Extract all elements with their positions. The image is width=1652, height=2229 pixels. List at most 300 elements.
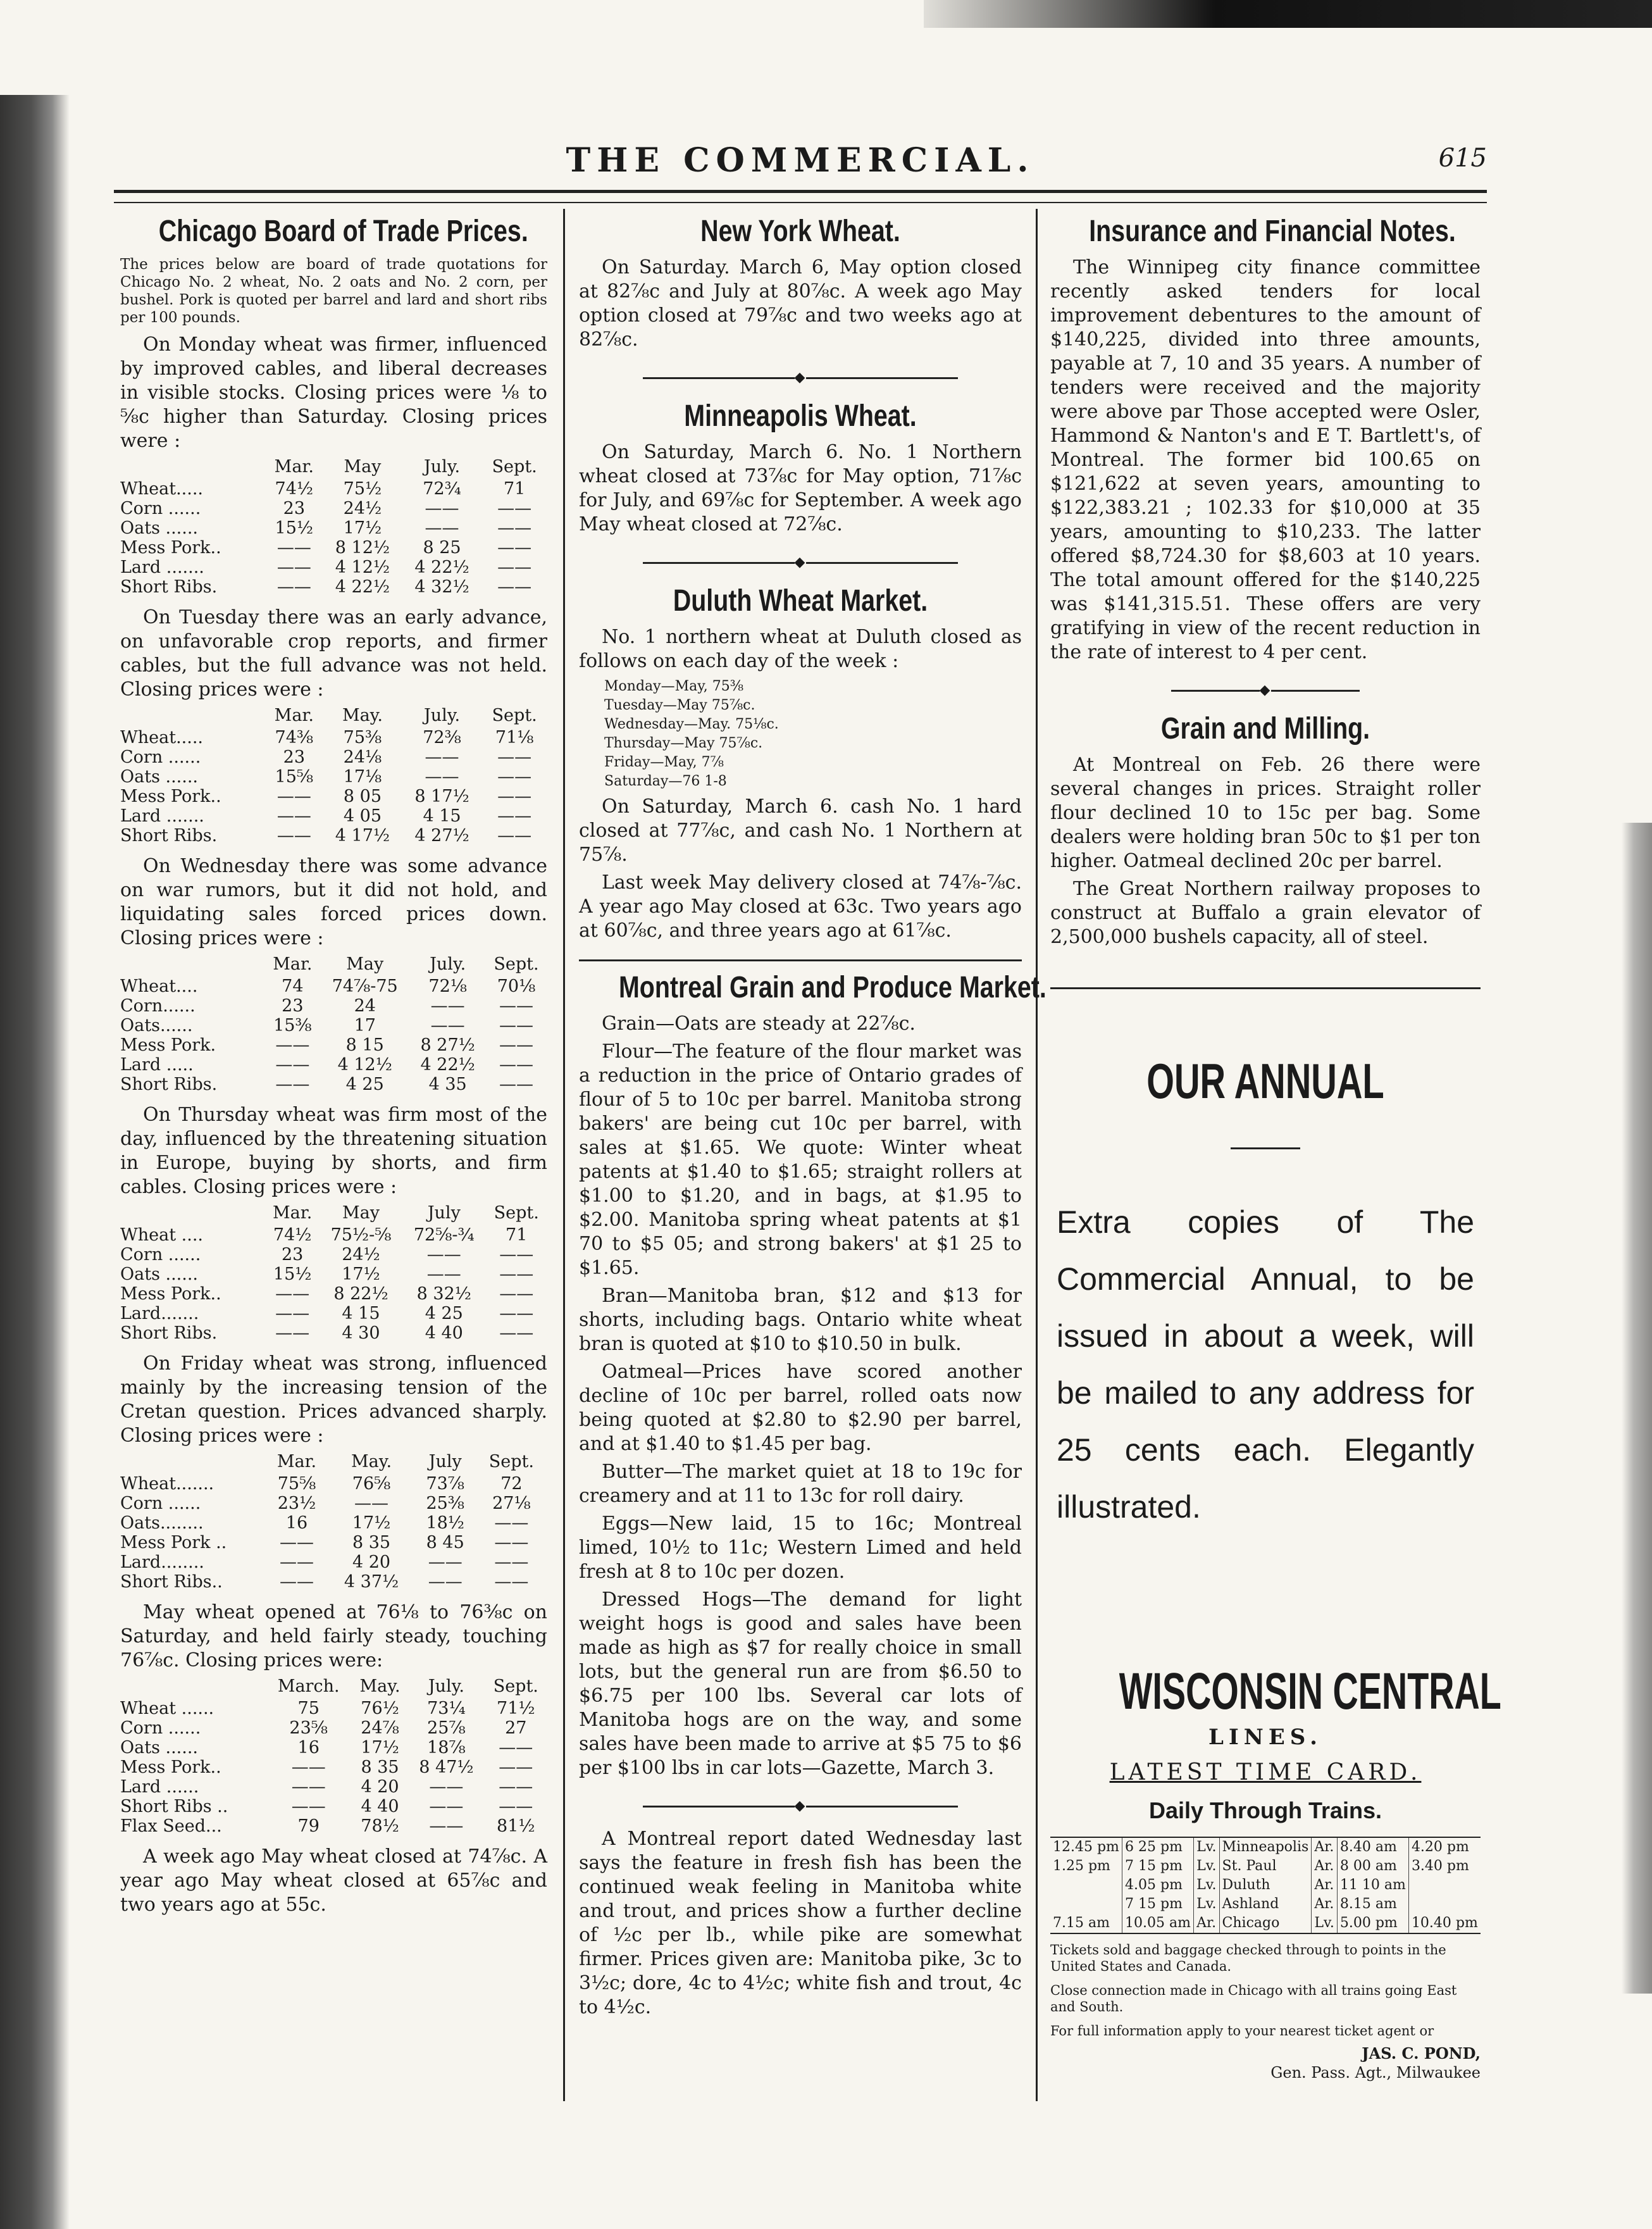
price-value: 4 12½ [335, 558, 390, 577]
price-row [120, 577, 547, 597]
price-row [120, 1816, 547, 1836]
price-row [120, 518, 547, 538]
price-value: —— [499, 1758, 533, 1777]
timetable-cell: 5.00 pm [1337, 1914, 1408, 1933]
duluth-last-week-text: Last week May delivery closed at 74⅞-⅞c. A year ago May closed at 63c. Two years ago at 60⅞c, and three years ago at 61⅞c. [579, 871, 1022, 942]
price-value: 4 22½ [420, 1055, 475, 1075]
price-value: —— [499, 1777, 533, 1797]
price-value: —— [275, 1304, 310, 1323]
price-value: 27⅛ [492, 1494, 531, 1513]
price-value: 73⅞ [426, 1474, 464, 1494]
timetable-cell: 8.15 am [1337, 1895, 1408, 1914]
wisconsin-note-connection: Close connection made in Chicago with all trains going East and South. [1050, 1983, 1457, 2014]
section-separator [579, 959, 1022, 961]
commodity-label: Corn ...... [120, 747, 201, 767]
price-value: 8 35 [352, 1533, 391, 1552]
wisconsin-latest-time-card: LATEST TIME CARD. [1109, 1759, 1422, 1785]
price-value: —— [499, 1284, 534, 1304]
duluth-daily-list [579, 677, 1022, 791]
price-value: 16 [285, 1513, 308, 1533]
price-value: 23½ [277, 1494, 316, 1513]
price-value: —— [497, 826, 532, 846]
commodity-label: Wheat..... [120, 479, 203, 499]
price-row [120, 1075, 547, 1094]
price-value: —— [499, 1016, 533, 1035]
price-value: —— [276, 826, 311, 846]
price-row [120, 1494, 547, 1513]
price-table-monday: Mar. May July. Sept. Wheat..... 74½ 75½ 72¾ 71 Corn ...... 23 24½ —— —— Oats ...... 15½ 17½ —— —— Mess Pork.. —— 8 12½ 8 25 —— Lard ....... —— 4 12½ 4 22½ —— Short Ribs. —— 4 22½ 4 32½ —— [120, 457, 547, 597]
price-value: 74⅜ [275, 728, 314, 747]
price-value: —— [279, 1552, 314, 1572]
price-value: —— [291, 1777, 326, 1797]
price-value: —— [276, 806, 311, 826]
new-york-text: On Saturday. March 6, May option closed at 82⅞c and July at 80⅞c. A week ago May option closed at 79⅞c and two weeks ago at 82⅞c. [579, 256, 1022, 351]
commodity-label: Short Ribs. [120, 577, 218, 597]
commodity-label: Mess Pork. [120, 1035, 216, 1055]
timetable-row [1050, 1914, 1481, 1933]
price-value: —— [428, 1572, 463, 1592]
price-row [120, 1552, 547, 1572]
price-value: 24⅛ [343, 747, 382, 767]
price-value: —— [354, 1494, 389, 1513]
annual-ad-rule [1231, 1147, 1300, 1149]
price-value: 17 [354, 1016, 376, 1035]
price-value: —— [275, 1075, 310, 1094]
price-row [120, 1758, 547, 1777]
price-value: 4 20 [352, 1552, 391, 1572]
wisconsin-note-tickets: Tickets sold and baggage checked through to points in the United States and Canada. [1050, 1942, 1446, 1974]
page-number: 615 [1438, 144, 1487, 173]
timetable-cell: 6 25 pm [1122, 1837, 1194, 1857]
price-value: —— [499, 1738, 533, 1758]
grain-milling-p2: The Great Northern railway proposes to construct at Buffalo a grain elevator of 2,500,000 bushels capacity, all of steel. [1050, 878, 1481, 948]
section-separator: ◆ [579, 1794, 1022, 1818]
timetable-cell: Ar. [1312, 1857, 1337, 1876]
montreal-oatmeal: Oatmeal—Prices have scored another decline of 10c per barrel, rolled oats now being quoted at $2.80 to $2.90 per barrel, and at $1.40 to $1.45 per bag. [579, 1361, 1022, 1455]
price-row [120, 1035, 547, 1055]
price-row [120, 787, 547, 806]
commodity-label: Short Ribs. [120, 1075, 218, 1094]
price-value: 74½ [273, 1225, 312, 1245]
price-row [120, 747, 547, 767]
scan-right-edge [1622, 823, 1652, 1994]
price-value: 4 22½ [335, 577, 390, 597]
price-row [120, 1225, 547, 1245]
price-value: —— [494, 1513, 529, 1533]
price-value: —— [291, 1758, 326, 1777]
price-value: —— [499, 1035, 533, 1055]
price-value: 4 17½ [335, 826, 390, 846]
price-value: —— [279, 1572, 314, 1592]
section-separator: ◆ [1050, 678, 1481, 702]
commodity-label: Lard ..... [120, 1055, 194, 1075]
timetable-cell: 8 00 am [1337, 1857, 1408, 1876]
price-value: —— [494, 1552, 529, 1572]
price-row [120, 728, 547, 747]
minneapolis-heading: Minneapolis Wheat. [684, 399, 917, 433]
wednesday-text: On Wednesday there was some advance on war rumors, but it did not hold, and liquidating sales forced prices down. Closing prices were : [120, 855, 547, 949]
grain-milling-p1: At Montreal on Feb. 26 there were several changes in prices. Straight roller flour declined 10 to 15c per bag. Some dealers were holding bran 50c to $1 per ton higher. Oatmeal declined 20c per barrel. [1050, 754, 1481, 872]
wisconsin-lines: LINES. [1208, 1725, 1322, 1750]
timetable-cell: 10.05 am [1122, 1914, 1194, 1933]
montreal-fish: A Montreal report dated Wednesday last says the feature in fresh fish has been the continued weak feeling in Manitoba white and trout, and prices show a further decline of ½c per lb., while pike are somewhat firmer. Prices given are: Manitoba pike, 3c to 3½c; dore, 4c to 4½c; white fish and trout, 4c to 4½c. [579, 1828, 1022, 2018]
price-value: 75⅝ [277, 1474, 316, 1494]
new-york-heading: New York Wheat. [700, 215, 900, 248]
timetable-cell: 10.40 pm [1408, 1914, 1481, 1933]
price-value: 18⅞ [427, 1738, 466, 1758]
montreal-flour: Flour—The feature of the flour market was a reduction in the price of Ontario grades of flour of 5 to 10c per barrel. Manitoba strong bakers' are being cut 10c per barrel, with sales at $1.65. We quote: Winter wheat patents at $1.40 to $1.65; straight rollers at $1.00 to $1.20, and in bags, at $1.95 to $2.00. Manitoba spring wheat patents at $1 70 to $5 05; and strong bakers' at $1 25 to $1.65. [579, 1040, 1022, 1279]
section-separator: ◆ [579, 366, 1022, 390]
montreal-grain: Grain—Oats are steady at 22⅞c. [602, 1013, 916, 1035]
price-row [120, 538, 547, 558]
price-value: 15⅝ [275, 767, 314, 787]
commodity-label: Oats...... [120, 1016, 193, 1035]
commodity-label: Lard ...... [120, 1777, 199, 1797]
price-row [120, 1264, 547, 1284]
price-value: 24⅞ [361, 1718, 399, 1738]
timetable-cell: 8.40 am [1337, 1837, 1408, 1857]
price-value: —— [291, 1797, 326, 1816]
montreal-heading: Montreal Grain and Produce Market. [619, 971, 1046, 1004]
price-value: 4 40 [361, 1797, 399, 1816]
commodity-label: Corn...... [120, 996, 196, 1016]
price-row [120, 1016, 547, 1035]
price-value: 8 27½ [420, 1035, 475, 1055]
insurance-heading: Insurance and Financial Notes. [1089, 215, 1456, 248]
price-value: 75⅜ [343, 728, 382, 747]
commodity-label: Lard....... [120, 1304, 199, 1323]
commodity-label: Short Ribs. [120, 1323, 218, 1343]
price-value: 71⅛ [495, 728, 534, 747]
timetable-cell: 7.15 am [1053, 1915, 1110, 1931]
duluth-day: Friday—May, 7⅞ [604, 754, 724, 770]
timetable-cell: 3.40 pm [1408, 1857, 1481, 1876]
commodity-label: Mess Pork.. [120, 1284, 221, 1304]
timetable-cell: St. Paul [1219, 1857, 1312, 1876]
price-table-saturday: March. May. July. Sept. Wheat ...... 75 76½ 73¼ 71½ Corn ...... 23⅝ 24⅞ 25⅞ 27 Oats ...... 16 17½ 18⅞ —— Mess Pork.. —— 8 35 8 47½ —— Lard ...... —— 4 20 —— —— Short Ribs .. —— 4 40 —— —— Flax Seed... 79 78½ —— 81½ [120, 1676, 547, 1836]
price-value: —— [275, 1055, 310, 1075]
commodity-label: Corn ...... [120, 1245, 201, 1264]
price-row [120, 1513, 547, 1533]
price-value: —— [497, 518, 532, 538]
price-row [120, 1284, 547, 1304]
column-markets [579, 209, 1046, 2023]
commodity-label: Mess Pork.. [120, 1758, 221, 1777]
price-value: 15½ [273, 1264, 312, 1284]
price-value: 4 30 [342, 1323, 380, 1343]
wisconsin-timetable [1050, 1837, 1481, 1934]
price-value: 4 32½ [414, 577, 469, 597]
price-value: —— [497, 787, 532, 806]
minneapolis-text: On Saturday, March 6. No. 1 Northern wheat closed at 73⅞c for May option, 71⅞c for July, and 69⅞c for September. A week ago May wheat closed at 72⅞c. [579, 441, 1022, 535]
price-value: —— [429, 1797, 464, 1816]
insurance-text: The Winnipeg city finance committee recently asked tenders for local improvement debentures to the amount of $140,225, divided into three amounts, payable at 7, 10 and 35 years. A number of tenders were received and the majority were above par Those accepted were Osler, Hammond & Nanton's and E T. Bartlett's, of Montreal. The former bid 100.65 on $121,622 at seven years, amounting to $122,383.21 ; 102.33 for $10,000 at 35 years, amounting to $10,233. The latter offered $8,724.30 for $8,603 at 10 years. The total amount offered for the $140,225 was $141,315.51. These offers are very gratifying in view of the recent reduction in the rate of interest to 4 per cent. [1050, 256, 1481, 663]
commodity-label: Corn ...... [120, 499, 201, 518]
price-value: 24½ [342, 1245, 380, 1264]
duluth-day: Thursday—May 75⅞c. [604, 735, 763, 751]
wisconsin-note-info: For full information apply to your nearest ticket agent or [1050, 2023, 1434, 2039]
column-notes [1050, 209, 1501, 2082]
price-value: —— [429, 1816, 464, 1836]
price-value: 8 05 [343, 787, 382, 806]
annual-ad-body: Extra copies of The Commercial Annual, to be issued in about a week, will be mailed to any address for 25 cents each. Elegantly illustrated. [1057, 1204, 1474, 1525]
price-value: 81½ [497, 1816, 535, 1836]
commodity-label: Wheat.... [120, 977, 198, 996]
wisconsin-central-title: WISCONSIN CENTRAL [1119, 1663, 1501, 1720]
price-value: —— [497, 747, 532, 767]
commodity-label: Wheat....... [120, 1474, 214, 1494]
timetable-cell: Ar. [1194, 1914, 1219, 1933]
price-value: 4 27½ [414, 826, 469, 846]
commodity-label: Corn ...... [120, 1494, 201, 1513]
chicago-note: The prices below are board of trade quotations for Chicago No. 2 wheat, No. 2 oats and No. 2 corn, per bushel. Pork is quoted per barrel and lard and short ribs per 100 pounds. [120, 256, 547, 326]
commodity-label: Oats........ [120, 1513, 204, 1533]
price-value: 4 40 [425, 1323, 463, 1343]
grain-milling-heading: Grain and Milling. [1160, 712, 1370, 746]
price-value: 76½ [361, 1699, 399, 1718]
price-value: —— [429, 1777, 464, 1797]
price-value: 15½ [275, 518, 314, 538]
price-value: —— [279, 1533, 314, 1552]
price-value: 4 12½ [337, 1055, 392, 1075]
price-value: 16 [297, 1738, 320, 1758]
price-value: 70⅛ [497, 977, 536, 996]
montreal-butter: Butter—The market quiet at 18 to 19c for creamery and at 11 to 13c for roll dairy. [579, 1461, 1022, 1507]
price-value: —— [426, 1264, 461, 1284]
price-value: 27 [505, 1718, 527, 1738]
timetable-cell: 12.45 pm [1053, 1839, 1119, 1855]
price-value: 72⅝-¾ [413, 1225, 475, 1245]
commodity-label: Mess Pork.. [120, 538, 221, 558]
price-value: 4 37½ [344, 1572, 399, 1592]
price-row [120, 479, 547, 499]
annual-ad-title: OUR ANNUAL [1146, 1053, 1384, 1109]
commodity-label: Oats ...... [120, 1738, 199, 1758]
tuesday-text: On Tuesday there was an early advance, on unfavorable crop reports, and firmer cables, but the full advance was not held. Closing prices were : [120, 606, 547, 701]
price-value: 18½ [426, 1513, 464, 1533]
commodity-label: Mess Pork .. [120, 1533, 227, 1552]
commodity-label: Lard........ [120, 1552, 204, 1572]
price-value: 75½-⅝ [330, 1225, 392, 1245]
thursday-text: On Thursday wheat was firm most of the day, influenced by the threatening situation in Europe, buying by shorts, and firm cables. Closing prices were : [120, 1104, 547, 1198]
chicago-heading: Chicago Board of Trade Prices. [158, 215, 528, 248]
column-chicago [120, 209, 547, 1921]
price-value: 8 45 [426, 1533, 464, 1552]
price-value: 72¾ [423, 479, 461, 499]
price-value: —— [430, 1016, 465, 1035]
price-row [120, 1699, 547, 1718]
signer-name: JAS. C. POND, [1362, 2044, 1481, 2063]
price-value: —— [499, 1245, 534, 1264]
price-table-wednesday: Mar. May July. Sept. Wheat.... 74 74⅞-75 72⅛ 70⅛ Corn...... 23 24 —— —— Oats...... 15⅜ 17 —— —— Mess Pork. —— 8 15 8 27½ —— Lard ..... —— 4 12½ 4 22½ —— Short Ribs. —— 4 25 4 35 —— [120, 954, 547, 1094]
commodity-label: Lard ....... [120, 558, 204, 577]
timetable-cell: Minneapolis [1219, 1837, 1312, 1857]
duluth-day: Tuesday—May 75⅞c. [604, 697, 755, 713]
price-value: —— [497, 558, 532, 577]
price-value: —— [276, 577, 311, 597]
duluth-day: Monday—May, 75⅜ [604, 678, 744, 694]
price-row [120, 767, 547, 787]
commodity-label: Short Ribs. [120, 826, 218, 846]
commodity-label: Wheat .... [120, 1225, 203, 1245]
price-row [120, 499, 547, 518]
timetable-cell [1050, 1895, 1122, 1914]
timetable-cell [1408, 1895, 1481, 1914]
price-value: —— [499, 1797, 533, 1816]
timetable-cell: 4.05 pm [1122, 1876, 1194, 1895]
price-value: 71 [503, 479, 526, 499]
commodity-label: Wheat..... [120, 728, 203, 747]
price-value: 8 35 [361, 1758, 399, 1777]
timetable-row [1050, 1895, 1481, 1914]
montreal-bran: Bran—Manitoba bran, $12 and $13 for shorts, including bags. Ontario white wheat bran is quoted at $10 to $10.50 in bulk. [579, 1285, 1022, 1355]
duluth-intro: No. 1 northern wheat at Duluth closed as follows on each day of the week : [579, 626, 1022, 672]
price-value: 74⅞-75 [332, 977, 398, 996]
price-value: 4 25 [345, 1075, 384, 1094]
price-value: 76⅝ [352, 1474, 391, 1494]
price-value: —— [499, 1304, 534, 1323]
column-divider-1 [563, 209, 565, 2101]
price-value: —— [425, 747, 459, 767]
montreal-eggs: Eggs—New laid, 15 to 16c; Montreal limed, 10½ to 11c; Western Limed and held fresh at 8 to 10c per dozen. [579, 1513, 1022, 1583]
price-value: 72 [500, 1474, 523, 1494]
timetable-row [1050, 1837, 1481, 1857]
price-value: —— [499, 1055, 533, 1075]
wisconsin-daily-trains: Daily Through Trains. [1148, 1797, 1382, 1823]
timetable-cell: Lv. [1194, 1857, 1219, 1876]
timetable-cell: Ashland [1219, 1895, 1312, 1914]
commodity-label: Oats ...... [120, 518, 199, 538]
timetable-row [1050, 1876, 1481, 1895]
commodity-label: Corn ...... [120, 1718, 201, 1738]
commodity-label: Flax Seed... [120, 1816, 222, 1836]
price-value: 17½ [343, 518, 382, 538]
price-value: —— [430, 996, 465, 1016]
timetable-cell: Ar. [1312, 1876, 1337, 1895]
chicago-closing-text: A week ago May wheat closed at 74⅞c. A year ago May wheat closed at 65⅞c and two years ago at 55c. [120, 1845, 547, 1916]
price-value: 79 [297, 1816, 320, 1836]
price-value: —— [499, 1323, 534, 1343]
price-row [120, 1718, 547, 1738]
price-value: 4 20 [361, 1777, 399, 1797]
price-value: —— [275, 1323, 310, 1343]
price-value: —— [497, 577, 532, 597]
monday-text: On Monday wheat was firmer, influenced by improved cables, and liberal decreases in visible stocks. Closing prices were ⅛ to ⅝c higher than Saturday. Closing prices were : [120, 334, 547, 452]
price-value: 25⅞ [427, 1718, 466, 1738]
price-value: 23 [283, 499, 305, 518]
price-value: —— [425, 518, 459, 538]
price-row [120, 1533, 547, 1552]
commodity-label: Wheat ...... [120, 1699, 214, 1718]
price-value: —— [275, 1284, 310, 1304]
timetable-cell: 7 15 pm [1122, 1857, 1194, 1876]
price-value: —— [275, 1035, 310, 1055]
timetable-cell: 1.25 pm [1053, 1858, 1110, 1874]
timetable-cell: 11 10 am [1337, 1876, 1408, 1895]
price-value: 78½ [361, 1816, 399, 1836]
price-value: 4 25 [425, 1304, 463, 1323]
timetable-row [1050, 1857, 1481, 1876]
price-value: 4 35 [428, 1075, 467, 1094]
duluth-day: Wednesday—May. 75⅛c. [604, 716, 779, 732]
price-value: 4 15 [342, 1304, 380, 1323]
price-value: —— [425, 499, 459, 518]
price-table-tuesday: Mar. May. July. Sept. Wheat..... 74⅜ 75⅜ 72⅜ 71⅛ Corn ...... 23 24⅛ —— —— Oats ...... 15⅝ 17⅛ —— —— Mess Pork.. —— 8 05 8 17½ —— Lard ....... —— 4 05 4 15 —— Short Ribs. —— 4 17½ 4 27½ —— [120, 706, 547, 846]
price-value: 71½ [497, 1699, 535, 1718]
price-value: 8 25 [423, 538, 461, 558]
timetable-cell: Chicago [1219, 1914, 1312, 1933]
price-row [120, 1738, 547, 1758]
timetable-cell [1408, 1876, 1481, 1895]
price-row [120, 1055, 547, 1075]
timetable-cell: Lv. [1194, 1876, 1219, 1895]
price-value: —— [428, 1552, 463, 1572]
price-value: 8 17½ [414, 787, 469, 806]
saturday-text: May wheat opened at 76⅛ to 76⅜c on Saturday, and held fairly steady, touching 76⅞c. Closing prices were: [120, 1601, 547, 1671]
masthead-rule [114, 190, 1487, 203]
price-value: 17½ [361, 1738, 399, 1758]
price-value: 23 [283, 747, 305, 767]
price-row [120, 977, 547, 996]
masthead [114, 130, 1487, 193]
column-divider-2 [1036, 209, 1038, 2101]
commodity-label: Oats ...... [120, 767, 199, 787]
price-value: 4 05 [343, 806, 382, 826]
timetable-cell [1050, 1876, 1122, 1895]
price-value: 8 47½ [419, 1758, 474, 1777]
price-row [120, 996, 547, 1016]
timetable-cell: Lv. [1194, 1895, 1219, 1914]
scan-top-streak [924, 0, 1652, 28]
price-value: —— [497, 499, 532, 518]
price-value: 17½ [342, 1264, 380, 1284]
price-value: 24 [354, 996, 376, 1016]
timetable-cell: Duluth [1219, 1876, 1312, 1895]
section-separator: ◆ [579, 551, 1022, 575]
price-value: —— [499, 996, 533, 1016]
price-row [120, 1323, 547, 1343]
price-value: —— [276, 787, 311, 806]
price-value: —— [497, 767, 532, 787]
timetable-cell: Ar. [1312, 1837, 1337, 1857]
price-value: 75 [297, 1699, 320, 1718]
price-row [120, 806, 547, 826]
price-value: 17⅛ [343, 767, 382, 787]
price-row [120, 1777, 547, 1797]
commodity-label: Oats ...... [120, 1264, 199, 1284]
duluth-heading: Duluth Wheat Market. [673, 584, 928, 618]
commodity-label: Mess Pork.. [120, 787, 221, 806]
price-row [120, 1474, 547, 1494]
price-value: 74 [282, 977, 304, 996]
price-value: 72⅜ [423, 728, 461, 747]
price-value: —— [494, 1572, 529, 1592]
price-row [120, 1797, 547, 1816]
price-value: 23 [282, 996, 304, 1016]
price-value: —— [425, 767, 459, 787]
signer-title: Gen. Pass. Agt., Milwaukee [1270, 2064, 1481, 2082]
duluth-saturday-text: On Saturday, March 6. cash No. 1 hard closed at 77⅞c, and cash No. 1 Northern at 75⅞. [579, 796, 1022, 866]
price-value: 73¼ [427, 1699, 466, 1718]
commodity-label: Lard ....... [120, 806, 204, 826]
page-title: THE COMMERCIAL. [566, 141, 1035, 180]
price-row [120, 1245, 547, 1264]
price-value: 15⅜ [273, 1016, 312, 1035]
price-value: 75½ [343, 479, 382, 499]
price-value: 24½ [343, 499, 382, 518]
annual-advertisement [1050, 987, 1481, 1535]
price-value: 23⅝ [289, 1718, 328, 1738]
